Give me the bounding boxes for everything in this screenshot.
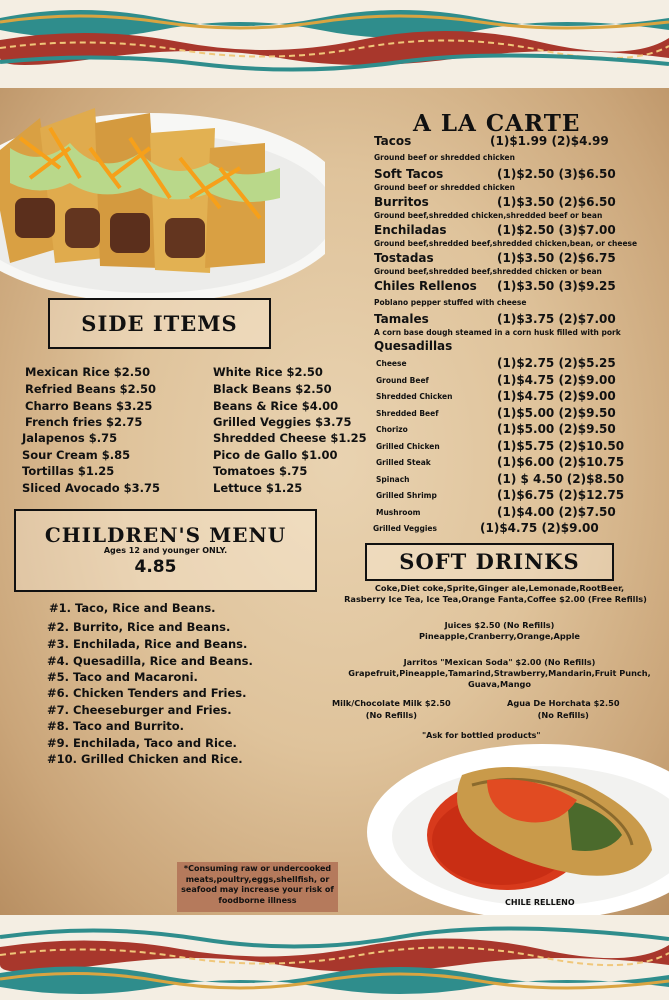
tacos-photo [0, 88, 325, 298]
sodas-line-2: Rasberry Ice Tea, Ice Tea,Orange Fanta,Coffee $2.00 (Free Refills) [344, 594, 647, 604]
jarritos-line-1: Jarritos "Mexican Soda" $2.00 (No Refills) [403, 657, 596, 667]
warning-line-4: foodborne illness [218, 895, 297, 905]
item-chiles-rellenos-name: Chiles Rellenos [374, 279, 477, 293]
quesadilla-price: (1)$5.00 (2)$9.50 [497, 406, 616, 420]
side-item: White Rice $2.50 [213, 365, 323, 379]
quesadilla-name: Grilled Shrimp [376, 491, 437, 500]
quesadilla-name: Shredded Chicken [376, 392, 453, 401]
item-tostadas-price: (1)$3.50 (2)$6.75 [497, 251, 616, 265]
item-soft-tacos-desc: Ground beef or shredded chicken [374, 183, 515, 192]
item-enchiladas-name: Enchiladas [374, 223, 447, 237]
horchata-line-1: Agua De Horchata $2.50 [507, 698, 620, 708]
chile-relleno-caption: CHILE RELLENO [505, 898, 575, 907]
juices-line-2: Pineapple,Cranberry,Orange,Apple [419, 631, 580, 641]
item-tacos-desc: Ground beef or shredded chicken [374, 153, 515, 162]
milk-line-2: (No Refills) [365, 710, 417, 720]
item-burritos-name: Burritos [374, 195, 429, 209]
quesadilla-price: (1)$5.75 (2)$10.50 [497, 439, 625, 453]
side-items-heading-box [48, 298, 271, 349]
item-tacos-name: Tacos [374, 134, 412, 148]
quesadilla-name: Grilled Veggies [373, 524, 437, 533]
food-safety-warning [177, 862, 338, 912]
side-item: Mexican Rice $2.50 [25, 365, 151, 379]
item-enchiladas-desc: Ground beef,shredded beef,shredded chicken,bean, or cheese [374, 239, 638, 248]
quesadilla-name: Ground Beef [376, 376, 429, 385]
side-item: Black Beans $2.50 [213, 382, 332, 396]
childrens-menu-box [14, 509, 317, 592]
quesadilla-price: (1)$6.00 (2)$10.75 [497, 455, 625, 469]
item-soft-tacos-price: (1)$2.50 (3)$6.50 [497, 167, 616, 181]
side-item: Shredded Cheese $1.25 [213, 431, 367, 445]
quesadilla-name: Grilled Chicken [376, 442, 440, 451]
kids-item: #9. Enchilada, Taco and Rice. [47, 736, 237, 750]
juices-line-1: Juices $2.50 (No Refills) [444, 620, 555, 630]
quesadilla-price: (1)$6.75 (2)$12.75 [497, 488, 625, 502]
quesadilla-name: Cheese [376, 359, 407, 368]
item-tostadas-name: Tostadas [374, 251, 434, 265]
item-tacos-price: (1)$1.99 (2)$4.99 [490, 134, 609, 148]
childrens-menu-subtitle: Ages 12 and younger ONLY. [103, 546, 228, 555]
childrens-menu-title: CHILDREN'S MENU [44, 523, 287, 547]
a-la-carte-title: A LA CARTE [413, 110, 581, 137]
item-chiles-rellenos-desc: Poblano pepper stuffed with cheese [374, 298, 527, 307]
side-item: Tortillas $1.25 [22, 464, 115, 478]
soft-drinks-title: SOFT DRINKS [399, 549, 580, 574]
bottom-decorative-border [0, 915, 669, 1000]
kids-item: #5. Taco and Macaroni. [47, 670, 198, 684]
item-tamales-name: Tamales [374, 312, 429, 326]
quesadilla-price: (1)$4.00 (2)$7.50 [497, 505, 616, 519]
top-decorative-border [0, 0, 669, 88]
quesadilla-price: (1)$5.00 (2)$9.50 [497, 422, 616, 436]
chile-relleno-photo [367, 740, 669, 915]
quesadilla-name: Chorizo [376, 425, 408, 434]
quesadilla-name: Spinach [376, 475, 410, 484]
item-burritos-price: (1)$3.50 (2)$6.50 [497, 195, 616, 209]
jarritos-line-3: Guava,Mango [467, 679, 532, 689]
quesadillas-title: Quesadillas [374, 339, 453, 353]
side-items-title: SIDE ITEMS [81, 311, 238, 336]
item-burritos-desc: Ground beef,shredded chicken,shredded beef or bean [374, 211, 603, 220]
kids-item: #4. Quesadilla, Rice and Beans. [47, 654, 253, 668]
quesadilla-name: Mushroom [376, 508, 421, 517]
soft-drinks-list [330, 583, 669, 690]
quesadilla-price: (1)$4.75 (2)$9.00 [497, 389, 616, 403]
sodas-line-1: Coke,Diet coke,Sprite,Ginger ale,Lemonade,RootBeer, [374, 583, 625, 593]
horchata-info [507, 697, 620, 721]
side-item: Sour Cream $.85 [22, 448, 131, 462]
soft-drinks-heading-box [365, 543, 614, 581]
side-item: Lettuce $1.25 [213, 481, 303, 495]
bottled-products-note: "Ask for bottled products" [422, 731, 541, 740]
item-chiles-rellenos-price: (1)$3.50 (3)$9.25 [497, 279, 616, 293]
milk-line-1: Milk/Chocolate Milk $2.50 [332, 698, 451, 708]
warning-line-3: seafood may increase your risk of [181, 885, 334, 894]
quesadilla-name: Grilled Steak [376, 458, 431, 467]
milk-info [332, 697, 451, 721]
side-item: Sliced Avocado $3.75 [22, 481, 160, 495]
warning-line-2: meats,poultry,eggs,shellfish, or [185, 874, 330, 884]
side-item: Beans & Rice $4.00 [213, 399, 339, 413]
quesadilla-price: (1) $ 4.50 (2)$8.50 [497, 472, 625, 486]
kids-item: #2. Burrito, Rice and Beans. [47, 620, 231, 634]
kids-item: #3. Enchilada, Rice and Beans. [47, 637, 248, 651]
side-item: Charro Beans $3.25 [25, 399, 153, 413]
kids-item: #1. Taco, Rice and Beans. [49, 601, 216, 615]
item-tamales-price: (1)$3.75 (2)$7.00 [497, 312, 616, 326]
quesadilla-name: Shredded Beef [376, 409, 439, 418]
horchata-line-2: (No Refills) [537, 710, 589, 720]
side-item: Refried Beans $2.50 [25, 382, 157, 396]
item-enchiladas-price: (1)$2.50 (3)$7.00 [497, 223, 616, 237]
side-item: Jalapenos $.75 [22, 431, 118, 445]
kids-item: #7. Cheeseburger and Fries. [47, 703, 232, 717]
side-item: Tomatoes $.75 [213, 464, 308, 478]
item-soft-tacos-name: Soft Tacos [374, 167, 444, 181]
kids-item: #10. Grilled Chicken and Rice. [47, 752, 243, 766]
jarritos-line-2: Grapefruit,Pineapple,Tamarind,Strawberry,Mandarin,Fruit Punch, [348, 668, 651, 678]
childrens-menu-price: 4.85 [134, 557, 177, 577]
warning-line-1: *Consuming raw or undercooked [183, 864, 332, 873]
kids-item: #6. Chicken Tenders and Fries. [47, 686, 247, 700]
kids-item: #8. Taco and Burrito. [47, 719, 185, 733]
item-tamales-desc: A corn base dough steamed in a corn husk filled with pork [374, 328, 621, 337]
quesadilla-price: (1)$2.75 (2)$5.25 [497, 356, 616, 370]
side-item: Pico de Gallo $1.00 [213, 448, 338, 462]
side-item: Grilled Veggies $3.75 [213, 415, 352, 429]
quesadilla-price: (1)$4.75 (2)$9.00 [480, 521, 599, 535]
item-tostadas-desc: Ground beef,shredded beef,shredded chicken or bean [374, 267, 602, 276]
quesadilla-price: (1)$4.75 (2)$9.00 [497, 373, 616, 387]
side-item: French fries $2.75 [25, 415, 143, 429]
